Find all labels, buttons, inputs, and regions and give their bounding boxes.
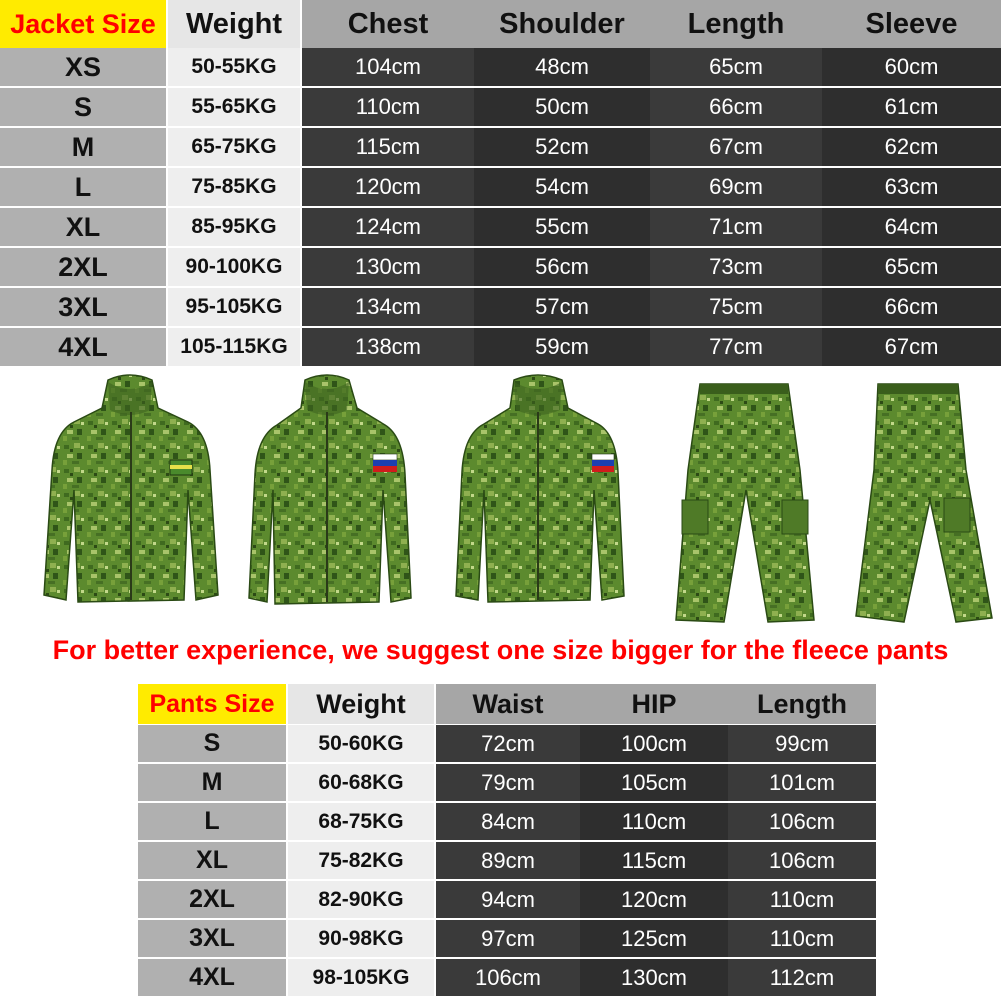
jacket-shoulder-cell: 54cm bbox=[474, 168, 650, 206]
russia-flag-patch-2 bbox=[373, 454, 397, 472]
jacket-length-cell: 65cm bbox=[650, 48, 822, 86]
jacket-size-table bbox=[0, 0, 1001, 368]
jacket-chest-cell: 130cm bbox=[302, 248, 474, 286]
jacket-shoulder-header: Shoulder bbox=[474, 0, 650, 48]
jacket-size-cell: S bbox=[0, 88, 166, 126]
pants-weight-cell: 50-60KG bbox=[288, 725, 434, 762]
jacket-size-cell: L bbox=[0, 168, 166, 206]
pants-waist-cell: 106cm bbox=[436, 959, 580, 996]
pants-length-cell: 112cm bbox=[728, 959, 876, 996]
pants-length-cell: 106cm bbox=[728, 842, 876, 879]
product-photos bbox=[0, 370, 1001, 632]
jacket-table-row bbox=[0, 288, 1001, 326]
pants-length-cell: 106cm bbox=[728, 803, 876, 840]
jacket-weight-cell: 85-95KG bbox=[168, 208, 300, 246]
jacket-weight-cell: 95-105KG bbox=[168, 288, 300, 326]
jacket-shoulder-cell: 57cm bbox=[474, 288, 650, 326]
jacket-chest-header: Chest bbox=[302, 0, 474, 48]
jacket-length-cell: 77cm bbox=[650, 328, 822, 366]
pants-size-header: Pants Size bbox=[138, 684, 286, 724]
pants-table-row bbox=[138, 842, 876, 879]
pants-weight-cell: 82-90KG bbox=[288, 881, 434, 918]
pants-length-header: Length bbox=[728, 684, 876, 724]
pants-weight-header: Weight bbox=[288, 684, 434, 724]
jacket-sleeve-cell: 63cm bbox=[822, 168, 1001, 206]
jacket-chest-cell: 115cm bbox=[302, 128, 474, 166]
pants-table-row bbox=[138, 803, 876, 840]
pants-size-cell: XL bbox=[138, 842, 286, 879]
jacket-size-cell: 4XL bbox=[0, 328, 166, 366]
pants-waist-cell: 97cm bbox=[436, 920, 580, 957]
pants-length-cell: 99cm bbox=[728, 725, 876, 762]
jacket-front-photo-1 bbox=[38, 370, 223, 620]
size-advice-note: For better experience, we suggest one size bigger for the fleece pants bbox=[52, 635, 949, 665]
pants-hip-header: HIP bbox=[580, 684, 728, 724]
jacket-sleeve-cell: 61cm bbox=[822, 88, 1001, 126]
jacket-length-cell: 71cm bbox=[650, 208, 822, 246]
pants-hip-cell: 125cm bbox=[580, 920, 728, 957]
pants-length-cell: 110cm bbox=[728, 920, 876, 957]
pants-table-row bbox=[138, 725, 876, 762]
pants-waist-cell: 79cm bbox=[436, 764, 580, 801]
pants-weight-cell: 90-98KG bbox=[288, 920, 434, 957]
jacket-front-photo-3 bbox=[452, 370, 627, 620]
pants-side-photo-2 bbox=[848, 370, 998, 628]
jacket-chest-cell: 120cm bbox=[302, 168, 474, 206]
jacket-weight-cell: 105-115KG bbox=[168, 328, 300, 366]
pants-size-cell: M bbox=[138, 764, 286, 801]
pants-hip-cell: 100cm bbox=[580, 725, 728, 762]
jacket-table-row bbox=[0, 168, 1001, 206]
jacket-sleeve-cell: 60cm bbox=[822, 48, 1001, 86]
pants-size-cell: L bbox=[138, 803, 286, 840]
pants-weight-cell: 60-68KG bbox=[288, 764, 434, 801]
jacket-weight-cell: 90-100KG bbox=[168, 248, 300, 286]
jacket-sleeve-cell: 65cm bbox=[822, 248, 1001, 286]
jacket-table-row bbox=[0, 88, 1001, 126]
pants-size-cell: 3XL bbox=[138, 920, 286, 957]
pants-table-row bbox=[138, 920, 876, 957]
pants-size-cell: 4XL bbox=[138, 959, 286, 996]
jacket-weight-cell: 65-75KG bbox=[168, 128, 300, 166]
pants-length-cell: 101cm bbox=[728, 764, 876, 801]
jacket-size-header: Jacket Size bbox=[0, 0, 166, 48]
jacket-sleeve-header: Sleeve bbox=[822, 0, 1001, 48]
jacket-side-photo-2 bbox=[245, 370, 415, 620]
jacket-length-cell: 73cm bbox=[650, 248, 822, 286]
jacket-shoulder-cell: 59cm bbox=[474, 328, 650, 366]
pants-hip-cell: 115cm bbox=[580, 842, 728, 879]
pants-waist-cell: 84cm bbox=[436, 803, 580, 840]
jacket-size-cell: XS bbox=[0, 48, 166, 86]
jacket-table-row bbox=[0, 248, 1001, 286]
pants-hip-cell: 110cm bbox=[580, 803, 728, 840]
pants-hip-cell: 120cm bbox=[580, 881, 728, 918]
jacket-table-row bbox=[0, 48, 1001, 86]
pants-hip-cell: 105cm bbox=[580, 764, 728, 801]
jacket-size-cell: XL bbox=[0, 208, 166, 246]
pants-waist-cell: 94cm bbox=[436, 881, 580, 918]
pants-size-table bbox=[138, 684, 876, 1001]
pants-weight-cell: 98-105KG bbox=[288, 959, 434, 996]
jacket-chest-cell: 104cm bbox=[302, 48, 474, 86]
pants-weight-cell: 68-75KG bbox=[288, 803, 434, 840]
pants-size-cell: S bbox=[138, 725, 286, 762]
pants-size-cell: 2XL bbox=[138, 881, 286, 918]
jacket-chest-cell: 110cm bbox=[302, 88, 474, 126]
jacket-size-cell: 3XL bbox=[0, 288, 166, 326]
pants-waist-cell: 72cm bbox=[436, 725, 580, 762]
jacket-sleeve-cell: 62cm bbox=[822, 128, 1001, 166]
jacket-table-row bbox=[0, 128, 1001, 166]
jacket-sleeve-cell: 64cm bbox=[822, 208, 1001, 246]
pants-weight-cell: 75-82KG bbox=[288, 842, 434, 879]
jacket-weight-cell: 50-55KG bbox=[168, 48, 300, 86]
jacket-shoulder-cell: 50cm bbox=[474, 88, 650, 126]
jacket-sleeve-cell: 66cm bbox=[822, 288, 1001, 326]
jacket-shoulder-cell: 52cm bbox=[474, 128, 650, 166]
jacket-shoulder-cell: 55cm bbox=[474, 208, 650, 246]
pants-waist-cell: 89cm bbox=[436, 842, 580, 879]
pants-table-row bbox=[138, 959, 876, 996]
jacket-length-cell: 66cm bbox=[650, 88, 822, 126]
jacket-chest-cell: 138cm bbox=[302, 328, 474, 366]
pants-table-row bbox=[138, 881, 876, 918]
jacket-sleeve-cell: 67cm bbox=[822, 328, 1001, 366]
jacket-size-cell: M bbox=[0, 128, 166, 166]
jacket-shoulder-cell: 48cm bbox=[474, 48, 650, 86]
jacket-table-row bbox=[0, 208, 1001, 246]
jacket-table-row bbox=[0, 328, 1001, 366]
jacket-length-header: Length bbox=[650, 0, 822, 48]
jacket-shoulder-cell: 56cm bbox=[474, 248, 650, 286]
jacket-weight-cell: 55-65KG bbox=[168, 88, 300, 126]
jacket-weight-cell: 75-85KG bbox=[168, 168, 300, 206]
pants-table-row bbox=[138, 764, 876, 801]
jacket-length-cell: 69cm bbox=[650, 168, 822, 206]
jacket-chest-cell: 124cm bbox=[302, 208, 474, 246]
pants-length-cell: 110cm bbox=[728, 881, 876, 918]
pants-front-photo-1 bbox=[664, 370, 824, 628]
jacket-chest-cell: 134cm bbox=[302, 288, 474, 326]
jacket-weight-header: Weight bbox=[168, 0, 300, 48]
jacket-length-cell: 75cm bbox=[650, 288, 822, 326]
jacket-size-cell: 2XL bbox=[0, 248, 166, 286]
jacket-length-cell: 67cm bbox=[650, 128, 822, 166]
pants-waist-header: Waist bbox=[436, 684, 580, 724]
russia-flag-patch-3 bbox=[592, 454, 614, 472]
pants-hip-cell: 130cm bbox=[580, 959, 728, 996]
